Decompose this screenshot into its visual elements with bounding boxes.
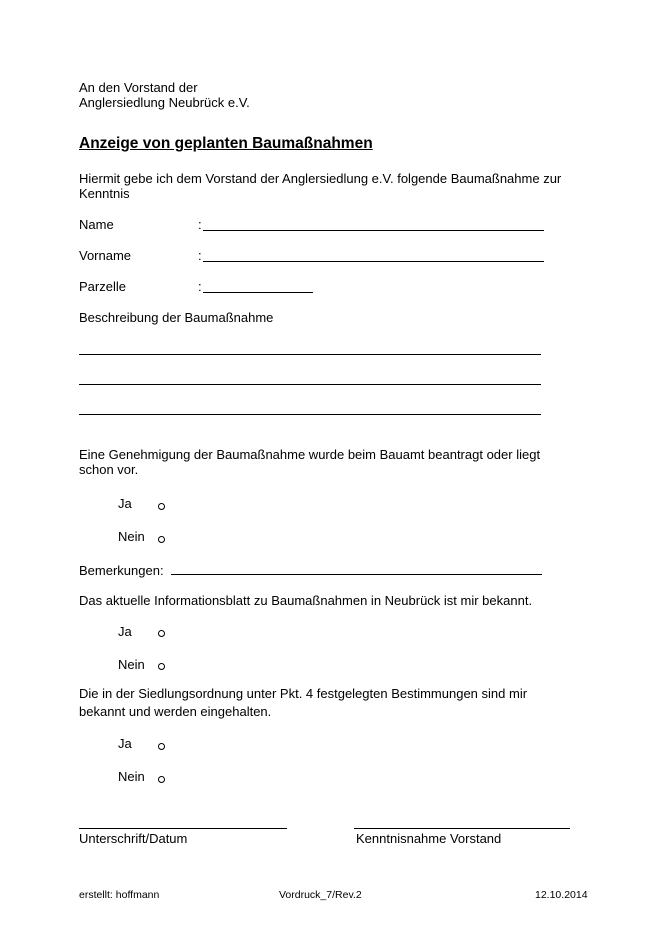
question1-no-label: Nein (118, 529, 145, 544)
description-label: Beschreibung der Baumaßnahme (79, 310, 274, 325)
recipient-line-1: An den Vorstand der (79, 80, 198, 95)
question3-yes-label: Ja (118, 736, 132, 751)
description-line-3[interactable] (79, 414, 541, 415)
remarks-label: Bemerkungen: (79, 563, 164, 578)
name-colon: : (198, 217, 202, 232)
page-title: Anzeige von geplanten Baumaßnahmen (79, 135, 373, 152)
question3-no-radio[interactable] (158, 776, 165, 783)
question1-line-1: Eine Genehmigung der Baumaßnahme wurde beim Bauamt beantragt oder liegt (79, 447, 541, 462)
intro-line-1: Hiermit gebe ich dem Vorstand der Anglersiedlung e.V. folgende Baumaßnahme zur (79, 171, 562, 186)
vorname-label: Vorname (79, 248, 132, 263)
footer-date: 12.10.2014 (535, 889, 588, 901)
parzelle-input-line[interactable] (203, 292, 313, 293)
intro-line-2: Kenntnis (79, 186, 130, 201)
question2-line-1: Das aktuelle Informationsblatt zu Baumaßnahmen in Neubrück ist mir bekannt. (79, 593, 533, 608)
question3-line-1: Die in der Siedlungsordnung unter Pkt. 4 festgelegten Bestimmungen sind mir (79, 686, 528, 701)
vorname-input-line[interactable] (203, 261, 544, 262)
question2-no-radio[interactable] (158, 663, 165, 670)
footer-author: erstellt: hoffmann (79, 889, 160, 901)
question3-no-label: Nein (118, 769, 145, 784)
question1-yes-radio[interactable] (158, 503, 165, 510)
description-line-1[interactable] (79, 354, 541, 355)
name-label: Name (79, 217, 114, 232)
remarks-input-line[interactable] (171, 574, 542, 575)
signature-label-left: Unterschrift/Datum (79, 831, 188, 846)
question3-line-2: bekannt und werden eingehalten. (79, 704, 272, 719)
question1-no-radio[interactable] (158, 536, 165, 543)
parzelle-colon: : (198, 279, 202, 294)
footer-form-id: Vordruck_7/Rev.2 (279, 889, 362, 901)
question1-yes-label: Ja (118, 496, 132, 511)
question2-yes-label: Ja (118, 624, 132, 639)
vorname-colon: : (198, 248, 202, 263)
question3-yes-radio[interactable] (158, 743, 165, 750)
question1-line-2: schon vor. (79, 462, 139, 477)
signature-line-left[interactable] (79, 828, 287, 829)
description-line-2[interactable] (79, 384, 541, 385)
question2-no-label: Nein (118, 657, 145, 672)
recipient-line-2: Anglersiedlung Neubrück e.V. (79, 95, 250, 110)
parzelle-label: Parzelle (79, 279, 126, 294)
question2-yes-radio[interactable] (158, 630, 165, 637)
signature-line-right[interactable] (354, 828, 570, 829)
name-input-line[interactable] (203, 230, 544, 231)
signature-label-right: Kenntnisnahme Vorstand (356, 831, 502, 846)
